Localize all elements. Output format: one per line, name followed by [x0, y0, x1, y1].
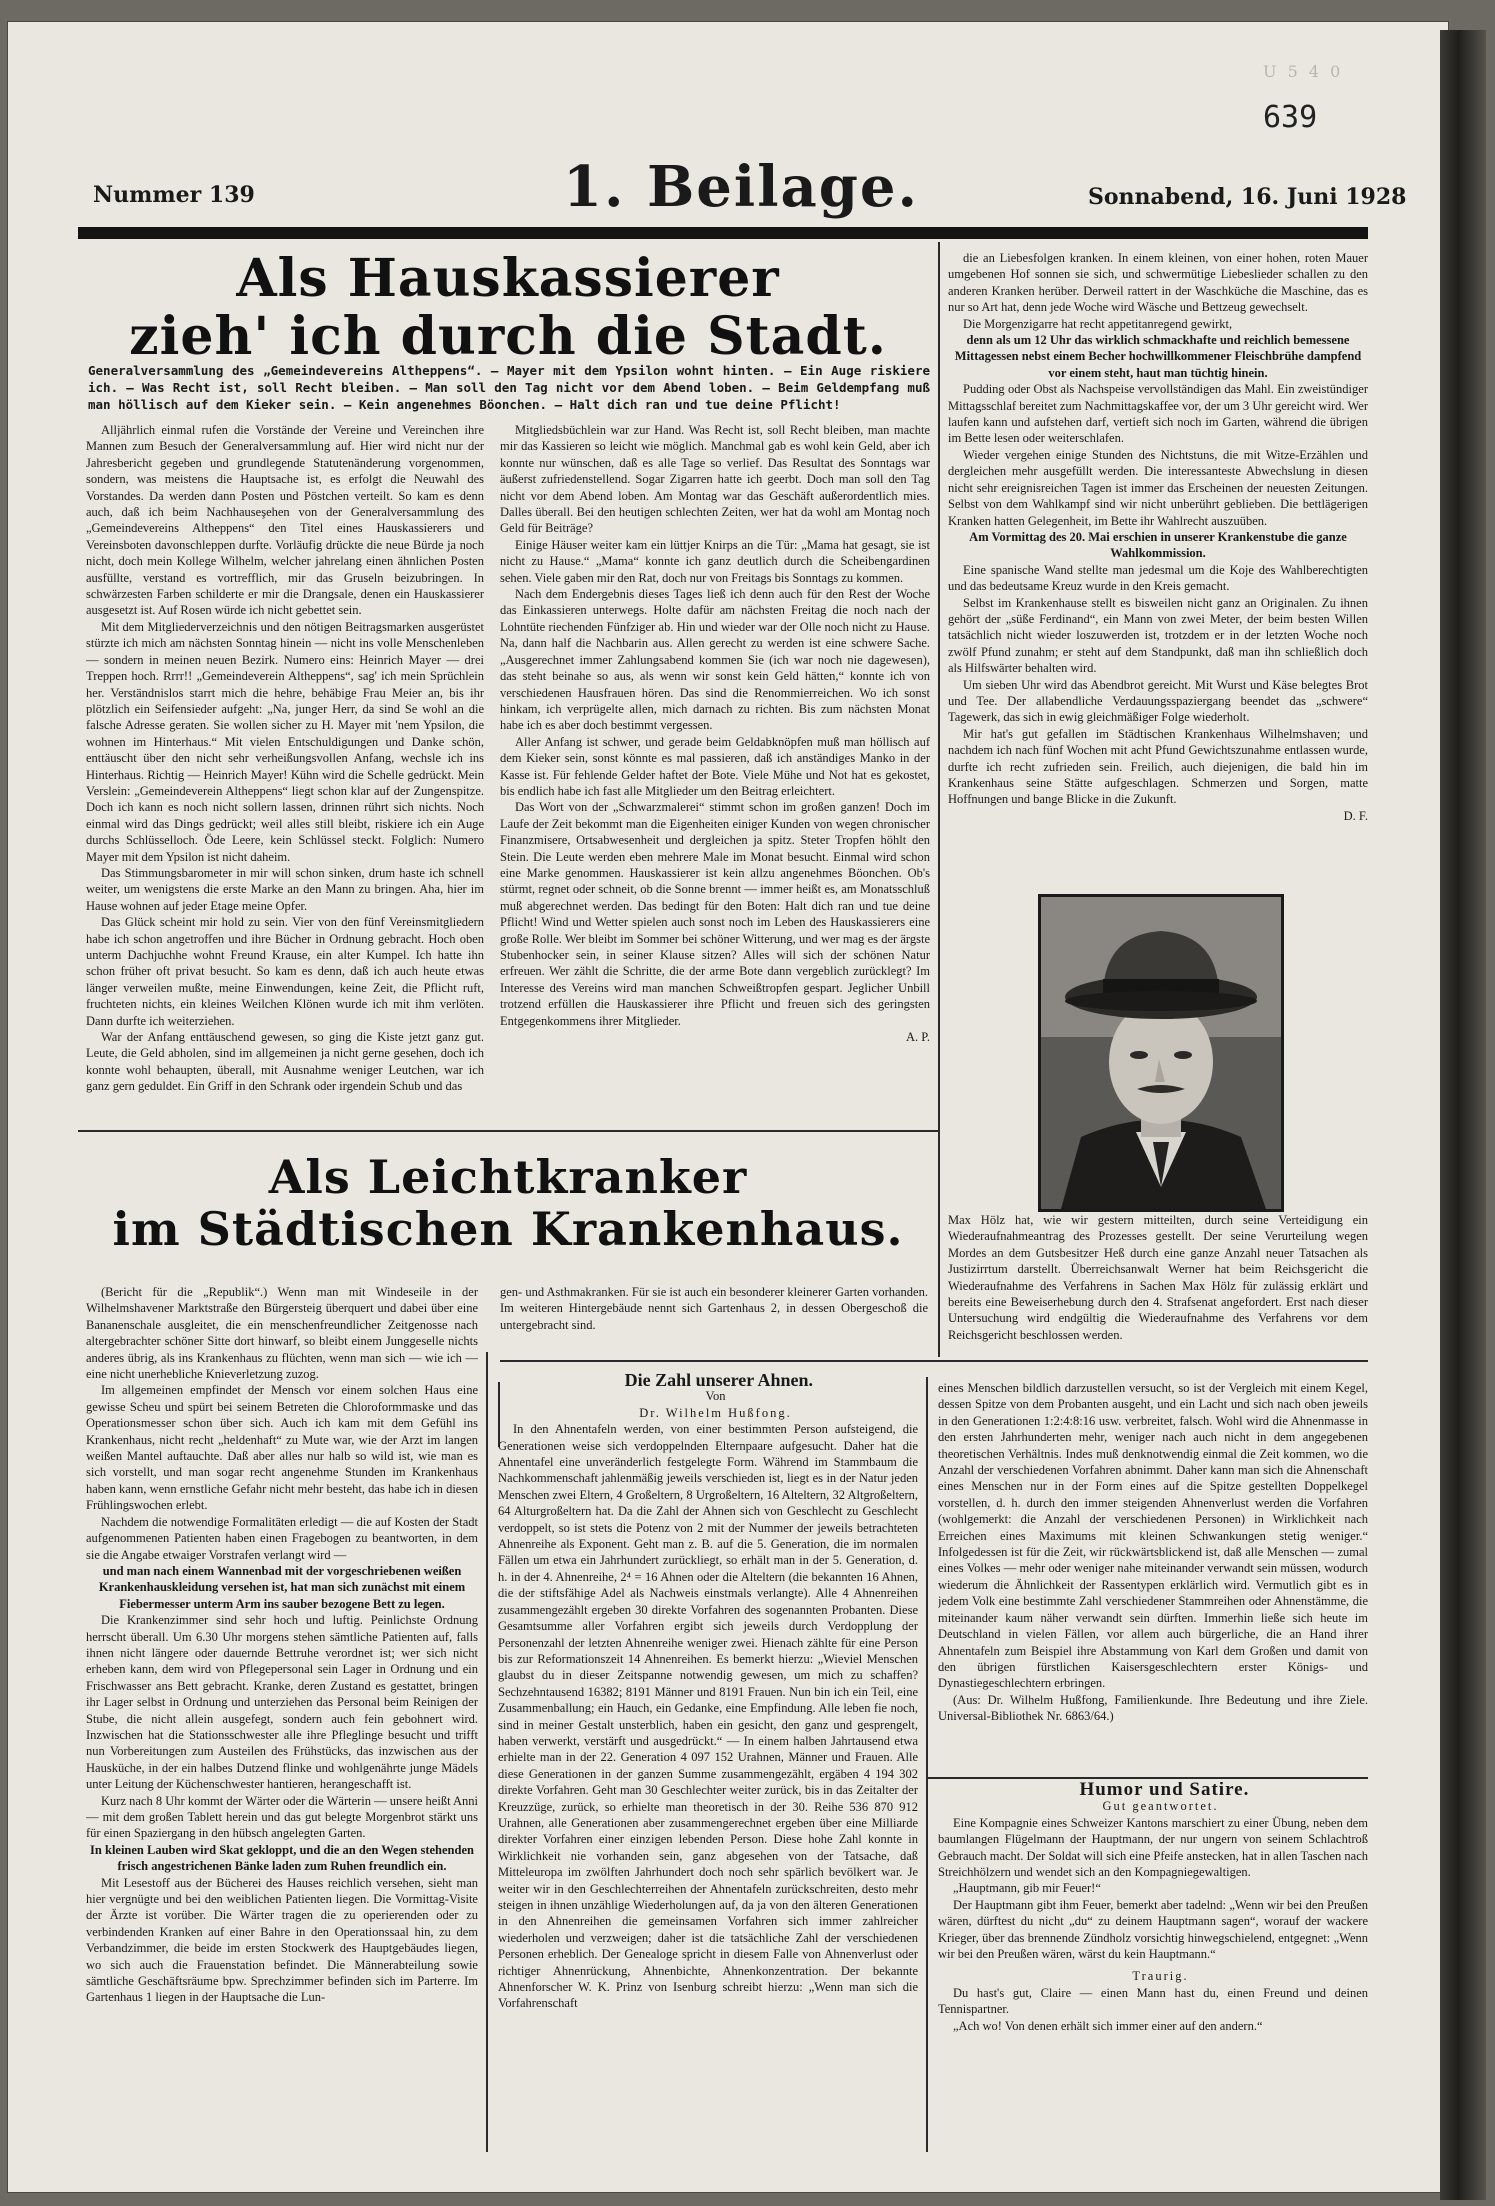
paragraph: Das Stimmungsbarometer in mir will schon sinken, drum haste ich schnell weiter, um wenigstens die erste Marke an den Mann zu bringen. Aha, hier im Hause wohnen auf jeder Etage meine Opfer. — [86, 865, 484, 913]
caption-text: Max Hölz hat, wie wir gestern mitteilten, durch seine Verteidigung ein Wiederaufnahmeantrag des Prozesses gestellt. Der seine Verurteilung wegen Mordes an dem Gutsbesitzer Heß durch eine ganze Anzahl neuer Tatsachen als Justizirrtum darstellt. Überreichsanwalt Werner hat beim Reichsgericht die Wiederaufnahme des Verfahrens in Sachen Max Hölz für zulässig erklärt und bereits eine Beweiserhebung durch den 4. Strafsenat angefordert. Erst nach dieser Untersuchung wird endgültig die Wiederaufnahme des Verfahrens vor dem Reichsgericht beschlossen werden. — [948, 1213, 1368, 1342]
paragraph: „Hauptmann, gib mir Feuer!“ — [953, 1881, 1101, 1896]
bold-note: Am Vormittag des 20. Mai erschien in unserer Krankenstube die ganze Wahlkommission. — [969, 529, 1347, 561]
paragraph: Eine Kompagnie eines Schweizer Kantons marschiert zu einer Übung, neben dem baumlangen Flügelmann der Hauptmann, der nur ungern von seinem Schlachtroß Gebrauch macht. Der Soldat will sich eine Pfeife anstecken, hat in allen Taschen nach Streichhölzern und wendet sich an den Kompagniegewaltigen. — [938, 1815, 1368, 1880]
article1-headline — [88, 250, 928, 366]
paragraph: (Bericht für die „Republik“.) Wenn man mit Windeseile in der Wilhelmshavener Marktstraße den Bürgersteig überquert und dabei über eine Bananenschale ausgleitet, die ein menschenfreundlicher Zeitgenosse nach altergebrachter schöner Sitte dort hinwarf, so bleibt einem Junggeselle nichts anderes übrig, als ins Krankenhaus zu flüchten, wenn man sich — wie ich — eine nicht unerhebliche Knieverletzung zuzog. — [86, 1285, 478, 1382]
column-rule — [938, 242, 940, 1357]
bold-note: In kleinen Lauben wird Skat gekloppt, und die an den Wegen stehenden frisch angestrichenen Bänke laden zum Ruhen freundlich ein. — [90, 1842, 474, 1874]
paragraph: die an Liebesfolgen kranken. In einem kleinen, von einer hohen, roten Mauer umgebenen Hof sonnen sie sich, und schwermütige Liebeslieder schallen zu den anderen Kranken herüber. Derweil rattert in der Waschküche die Maschine, das es nur so Art hat, denn jede Woche wird Wäsche und Bettzeug gewechselt. — [948, 251, 1368, 315]
paragraph: Selbst im Krankenhause stellt es bisweilen nicht ganz an Originalen. Zu ihnen gehört der „süße Ferdinand“, ein Mann von zwei Meter, der beim besten Willen tatsächlich nicht wieder loszuwerden ist, trotzdem er in der letzten Woche noch zwölf Pfund zunahm; er steht auf dem Standpunkt, daß man ihn schließlich doch als Hilfswärter behalten wird. — [948, 595, 1368, 676]
humor-subtitle: Traurig. — [1132, 1969, 1189, 1984]
paragraph: Das Glück scheint mir hold zu sein. Vier von den fünf Vereinsmitgliedern habe ich schon angetroffen und ihre Bücher in Ordnung gebracht. Hoch oben unterm Dachjuchhe wohnt Freund Krause, ein alter Kumpel. Ich hatte ihn schon früher oft privat besucht. So kam es denn, daß ich auch heute etwas länger verweilen mußte, meine Einwendungen, keine Zeit, die Pflicht ruft, fruchteten nichts, ein kleines Weilchen Klönen wurde ich mit ihm verlöten. Dann durfte ich weiterziehen. — [86, 915, 484, 1028]
humor-title: Humor und Satire. — [1079, 1782, 1250, 1800]
page-number: 639 — [1263, 100, 1318, 135]
article1-column-1 — [86, 422, 484, 1127]
newspaper-page — [8, 22, 1448, 2192]
paragraph: Im allgemeinen empfindet der Mensch vor einem solchen Haus eine gewisse Scheu und spürt bei seinem Betreten die Chloroformmaske und das Operationsmesser schon über sich. Auch ich kam mit dem Gefühl ins Krankenhaus, nicht recht „heldenhaft“ zu Mute war, wie der Arzt im langen weißen Mantel auftauchte. Daß aber alles nur halb so wild ist, wie man es sich vorstellt, und man sogar recht angenehme Stunden im Krankenhaus haben kann, wenn ernstliche Gefahr nicht mehr besteht, das habe ich in diesen Frühlingswochen erlebt. — [86, 1383, 478, 1513]
section-rule — [928, 1777, 1368, 1779]
paragraph: Eine spanische Wand stellte man jedesmal um die Koje des Wahlberechtigten und das bedeutsame Kreuz wurde in den Kreis gemacht. — [948, 562, 1368, 594]
header-rule — [78, 227, 1368, 239]
paragraph: Einige Häuser weiter kam ein lüttjer Knirps an die Tür: „Mama hat gesagt, sie ist nicht zu Hause.“ „Mama“ konnte ich ganz deutlich durch die Scheibengardinen sehen. Viele gaben mir den Rat, doch nur von Freitags bis Sonntags zu kommen. — [500, 537, 930, 585]
section-rule — [78, 1130, 938, 1132]
ahnen-column-2 — [938, 1380, 1368, 1775]
article2-headline — [88, 1152, 928, 1255]
bold-note: und man nach einem Wannenbad mit der vorgeschriebenen weißen Krankenhauskleidung versehen ist, hat man sich zunächst mit einem Fiebermesser unterm Arm ins sauber bezogene Bett zu legen. — [98, 1563, 466, 1611]
paragraph: Aller Anfang ist schwer, und gerade beim Geldabknöpfen muß man höllisch auf dem Kieker sein, sonst könnte es mal passieren, daß ich anständiges Manko in der Kasse ist. Für fehlende Gelder haftet der Bote. Viele Mühe und Not hat es gekostet, bis endlich habe ich fast alle Mitglieder um den Beitrag erleichtert. — [500, 734, 930, 798]
portrait-illustration — [1041, 897, 1281, 1209]
article1-signature: A. P. — [906, 1030, 930, 1045]
paragraph: (Aus: Dr. Wilhelm Hußfong, Familienkunde. Ihre Bedeutung und ihre Ziele. Universal-Bibliothek Nr. 6863/64.) — [938, 1692, 1368, 1724]
section-rule — [500, 1360, 1368, 1362]
right-column-text — [948, 250, 1368, 890]
portrait-caption — [948, 1212, 1368, 1352]
paragraph: eines Menschen bildlich darzustellen versucht, so ist der Vergleich mit einem Kegel, dessen Spitze von dem Probanten ausgeht, und ein Lacht und sich nach oben jeweils in den Generationen 1:2:4:8:16 usw. verbreitet, falsch. Wohl wird die Ahnenmasse in den ersten Jahrhunderten mehr, weniger nach auch nicht in dem angegebenen theoretischen Verhältnis. Indes muß denknotwendig einmal die Zeit kommen, wo die Anzahl der verschiedenen Vorfahren abnimmt. Daher kann man sich die Ahnenschaft eines Menschen nur in der Form eines auf die Spitze gestellten Doppelkegel vorstellen, d. h. durch den immer steigenden Ahnenverlust werden die Vorfahren (wohlgemerkt: die Anzahl der verschiedenen Personen) in Wirklichkeit nach Erreichen eines Maximums mit kleinen Schwankungen stetig weniger.“ Infolgedessen ist für die Zeit, wir rückwärtsblickend ist, daß alle Menschen — zumal eines Volkes — mehr oder weniger nahe miteinander verwandt sein müssen, wodurch wiederum die Ähnlichkeit der Rassentypen erklärlich wird. Vermutlich gibt es in jedem Volk eine bestimmte Zahl verschiedener Stammreihen oder Ahnenstämme, die miteinander kaum näher verwandt sein dürften. Immerhin ließe sich heute im Deutschland in vielen Fällen, vor allem auch bürgerliche, die an Hand ihrer Ahnentafeln zum Beispiel ihre Abstammung von Karl dem Großen und damit von den übrigen fürstlichen Kaisersgeschlechtern erster Königs- und Dynastiegeschlechtern erbringen. — [938, 1381, 1368, 1691]
paragraph: Um sieben Uhr wird das Abendbrot gereicht. Mit Wurst und Käse belegtes Brot und Tee. Der allabendliche Verdauungsspaziergang beendet das „schwere“ Tagewerk, das sich in ewig gleichmäßiger Folge wiederholt. — [948, 677, 1368, 725]
humor-section — [938, 1782, 1368, 2177]
headline-line: zieh' ich durch die Stadt. — [129, 306, 887, 368]
portrait-photo — [1038, 894, 1284, 1212]
binding-spine — [1440, 30, 1486, 2200]
article1-column-2 — [500, 422, 930, 1127]
ahnen-byline: Von — [705, 1389, 726, 1404]
headline-line: Als Leichtkranker — [268, 1150, 748, 1204]
paragraph: Die Krankenzimmer sind sehr hoch und luftig. Peinlichste Ordnung herrscht überall. Um 6.30 Uhr morgens stehen sämtliche Patienten auf, falls ihnen nicht längere oder dauernde Bettruhe verordnet ist; wer sich nicht erheben kann, dem wird von Pflegepersonal sein Lager in Ordnung und ein Frischwasser ans Bett gebracht. Kranke, deren Zustand es gestattet, bringen ihr Lager selbst in Ordnung und unterziehen das Personal beim Reinigen der Stube, die nicht allein ausgefegt, sondern auch fein gebohnert wird. Inzwischen hat die Stationsschwester alle ihre Pfleglinge besucht und trifft nun Vorbereitungen zum Austeilen des Frühstücks, das inzwischen aus der Hausküche, in der ein halbes Dutzend flinke und wohlgenährte junge Mädels unter Leitung der Küchenschwester hantieren, herangeschafft ist. — [86, 1613, 478, 1792]
article1-subheads: Generalversammlung des „Gemeindevereins Altheppens“. — Mayer mit dem Ypsilon wohnt hinten. — Ein Auge riskiere ich. — Was Recht ist, soll Recht bleiben. — Man soll den Tag nicht vor dem Abend loben. — Beim Geldempfang muß man höllisch auf dem Kieker sein. — Kein angenehmes Böonchen. — Halt dich ran und tue deine Pflicht! — [88, 363, 930, 412]
paragraph: gen- und Asthmakranken. Für sie ist auch ein besonderer kleinerer Garten vorhanden. Im weiteren Hintergebäude nennt sich Gartenhaus 2, in dessen Obergeschoß die untergebracht sind. — [500, 1285, 928, 1332]
humor-subtitle: Gut geantwortet. — [1102, 1799, 1219, 1814]
article2-column-2 — [500, 1284, 928, 1358]
column-rule — [486, 1352, 488, 2152]
article2-column-1 — [86, 1284, 478, 2179]
paragraph: Nachdem die notwendige Formalitäten erledigt — die auf Kosten der Stadt aufgenommenen Patienten haben einen Fragebogen zu beantworten, in dem sie die Angabe etwaiger Vorstrafen verlangt wird — — [86, 1514, 478, 1562]
paragraph: Der Hauptmann gibt ihm Feuer, bemerkt aber tadelnd: „Wenn wir bei den Preußen wären, dürftest du nicht „du“ zu deinem Hauptmann sagen“, worauf der wackere Krieger, über das brennende Zündholz vorsichtig hinwegschielend, entgegnet: „Wenn wir bei den Preußen wären, wärst du kein Hauptmann.“ — [938, 1897, 1368, 1962]
paragraph: Mitgliedsbüchlein war zur Hand. Was Recht ist, soll Recht bleiben, man machte mir das Kassieren so leicht wie möglich. Manchmal gab es wohl kein Geld, aber ich konnte nur wünschen, daß es alle Tage so verlief. Das Resultat des Sonntags war äußerst zufriedenstellend. Sogar Zigarren hatte ich geerbt. Doch man soll den Tag nicht vor dem Abend loben. Am Montag war das Geschäft außerordentlich mies. Dalles überall. Bei den heutigen schlechten Zeiten, wer hat da wohl am Montag noch Geld für Beiträge? — [500, 423, 930, 536]
headline-line: Als Hauskassierer — [236, 248, 780, 309]
paragraph: Das Wort von der „Schwarzmalerei“ stimmt schon im großen ganzen! Doch im Laufe der Zeit bekommt man die Eigenheiten einiger Kunden von wegen chronischer Finanzmisere, Ortsabwesenheit und dergleichen ja spitz. Steter Tropfen höhlt den Stein. Die Leute werden eben mehrere Male im Monat besucht. Einmal wird schon eine Marke genommen. Hauskassierer ist kein allzu angenehmes Böonchen. Ob's stürmt, regnet oder schneit, ob die Sonne brennt — immer heißt es, am Monatsschluß muß abgerechnet werden. Das bedingt für den Boten: Halt dich ran und tue deine Pflicht! Wind und Wetter spielen auch sonst noch im Leben des Hauskassierers eine große Rolle. Wer bleibt im Sommer bei schöner Witterung, und wer mag es der ärgste Stubenhocker sein, in seiner Klause sitzen? Alles will sich der schönen Natur erfreuen. Wer zählt die Schritte, die der arme Bote dann vergeblich zurücklegt? Im Interesse des Vereins wird man manchen Schweißtropfen gespart. Jeglicher Unbill trotzend erfüllen die Hauskassierer ihre Pflicht und freuen sich des geringsten Entgegenkommens ihrer Mitglieder. — [500, 800, 930, 1028]
bold-note: denn als um 12 Uhr das wirklich schmackhafte und reichlich bemessene Mittagessen nebst einem Becher hochwillkommener Fleischbrühe dampfend vor einem steht, haut man tüchtig hinein. — [954, 333, 1362, 380]
paragraph: Mit Lesestoff aus der Bücherei des Hauses reichlich versehen, sieht man hier vergnügte und bei den weiblichen Patienten liegen. Die Vormittag-Visite der Ärzte ist vorüber. Die Wärter tragen die zu operierenden oder zu verbindenden Kranken auf einer Bahre in den Operationssaal hin, zu dem Verbandzimmer, die beide im ersten Stockwerk des Hauptgebäudes liegen, wo sich auch die Frauenstation befindet. Die Männerabteilung sowie sämtliche Geschäftsräume bpw. Sprechzimmer befinden sich im Parterre. Im Gartenhaus 1 liegen in der Hauptsache die Lun- — [86, 1875, 478, 2005]
supplement-title: 1. Beilage. — [563, 154, 920, 220]
issue-date: Sonnabend, 16. Juni 1928 — [1088, 184, 1407, 210]
paragraph: Alljährlich einmal rufen die Vorstände der Vereine und Vereinchen ihre Mannen zum Besuch der Generalversammlung auf. Hier wird nicht nur der Jahresbericht gegeben und grundlegende Statutenänderung vorgenommen, sondern, was meistens die Hauptsache ist, es erfolgt die Neuwahl des Vorstandes. Da werden dann Posten und Pöstchen verteilt. So kam es denn auch, daß ich beim Nachhauseşehen von der Generalversammlung des „Gemeindevereins Altheppens“ den Titel eines Hauskassierers und Vereinsboten davonschleppen durfte. Vorläufig drückte die neue Bürde ja noch nicht, doch mein Kollege Wilhelm, welcher jahrelang einen ähnlichen Posten ausfüllte, verstand es vortrefflich, mir das Gruseln beizubringen. In schwärzesten Farben schilderte er mir die Drangsale, denen ein Hauskassierer ausgesetzt ist. Auf Rosen würde ich nicht gebettet sein. — [86, 423, 484, 618]
paragraph: „Ach wo! Von denen erhält sich immer einer auf den andern.“ — [953, 2018, 1263, 2033]
ahnen-author: Dr. Wilhelm Hußfong. — [639, 1405, 792, 1420]
ahnen-column-1 — [498, 1372, 918, 2182]
article-signature: D. F. — [1343, 808, 1368, 823]
headline-line: im Städtischen Krankenhaus. — [112, 1201, 904, 1256]
paragraph: Mir hat's gut gefallen im Städtischen Krankenhaus Wilhelmshaven; und nachdem ich nach fünf Wochen mit acht Pfund Gewichtszunahme entlassen wurde, durfte ich recht zufrieden sein. Freilich, auch diejenigen, die bald hin im Krankenhaus seine Stätte aufgeschlagen. Schmerzen und Sorgen, matte Hoffnungen und bange Blicke in die Zukunft. — [948, 726, 1368, 807]
paragraph: Pudding oder Obst als Nachspeise vervollständigen das Mahl. Ein zweistündiger Mittagsschlaf bereitet zum Nachmittagskaffee vor, der um 3 Uhr gereicht wird. Wer laufen kann und aufstehen darf, vertieft sich noch im Garten, während die übrigen im Bette lesen oder weiterschlafen. — [948, 382, 1368, 446]
archive-stamp: U 5 4 0 — [1263, 62, 1344, 81]
issue-number: Nummer 139 — [93, 182, 255, 208]
paragraph: Du hast's gut, Claire — einen Mann hast du, einen Freund und deinen Tennispartner. — [938, 1985, 1368, 2017]
paragraph: War der Anfang enttäuschend gewesen, so ging die Kiste jetzt ganz gut. Leute, die Geld abholen, sind im allgemeinen ja nicht gerne gesehen, doch ich konnte wohl behaupten, überall, mit Ausnahme weniger Leutchen, war ich ganz gern geduldet. Ein Griff in den Schrank oder irgendein Schub und das — [86, 1030, 484, 1094]
paragraph: Wieder vergehen einige Stunden des Nichtstuns, die mit Witze-Erzählen und dergleichen mehr ausgefüllt werden. Die interessanteste Abwechslung in diesen nicht sehr ereignisreichen Tagen ist immer das Erscheinen der neuesten Zeitungen. Selbst von dem Wahlkampf sind wir nicht unberührt geblieben. Die bettlägerigen Kranken hatten Gelegenheit, im Bette ihr Wahlrecht auszuüben. — [948, 447, 1368, 528]
column-rule — [926, 1377, 928, 2152]
paragraph: Die Morgenzigarre hat recht appetitanregend gewirkt, — [963, 316, 1233, 331]
ahnen-title: Die Zahl unserer Ahnen. — [624, 1372, 813, 1390]
paragraph: Nach dem Endergebnis dieses Tages ließ ich denn auch für den Rest der Woche das Einkassieren unterwegs. Holte dafür am nächsten Freitag die noch nach der Lohntüte riechenden Fünfziger ab. Hin und wieder war der Olle noch nicht zu Hause. Na, dann half die Nachbarin aus. Allen gerecht zu werden ist eine schwere Sache. „Ausgerechnet immer Zahlungsabend kommen Sie (ich war noch nie dagewesen), das steht beinahe so aus, als wenn wir sonst kein Geld hätten,“ konnte ich von verschiedenen Hausfrauen hören. Das sind die Renommierreichen. Wo ich sonst hinkam, ich verprügelte allen, mich darnach zu richten. Bis zum nächsten Monat habe ich es aber doch bestimmt vergessen. — [500, 587, 930, 733]
paragraph: Mit dem Mitgliederverzeichnis und den nötigen Beitragsmarken ausgerüstet stürzte ich mich am nächsten Sonntag hinein — nicht ins volle Menschenleben — sondern in meinen neuen Bezirk. Numero eins: Heinrich Mayer — drei Treppen hoch. Rrrr!! „Gemeindeverein Altheppens“, sag' ich mein Sprüchlein her. Verständnislos starrt mich die hehre, behäbige Frau Meier an, bis ihr plötzlich ein Seifensieder aufgeht: „Na, junger Herr, da sind Se wohl an die falsche Adresse geraten. Sie wollen sicher zu H. Mayer mit 'nem Ypsilon, die wohnen im Hinterhaus.“ Mit vielen Entschuldigungen und Danke schön, enttäuscht über den nicht sehr verheißungsvollen Anfang, wechsle ich ins Hinterhaus. Richtig — Heinrich Mayer! Kühn wird die Schelle gedrückt. Mein Verslein: „Gemeindeverein Altheppens“ liegt schon klar auf der Zungenspitze. Doch ich kann es noch nicht sollern lassen, drinnen rührt sich nichts. Noch einmal wird das Dings gedrückt; weil alles still bleibt, riskiere ich ein Auge durchs Schlüsselloch. Öde Leere, kein Schlüssel steckt. Folglich: Numero Mayer mit dem Ypsilon ist nicht daheim. — [86, 619, 484, 864]
paragraph: In den Ahnentafeln werden, von einer bestimmten Person aufsteigend, die Generationen weise sich verdoppelnden Elternpaare aufgesucht. Daher hat die Ahnentafel eine unveränderlich festgelegte Form. Während im Stammbaum die Nachkommenschaft jahlenmäßig jeweils verschieden ist, liegt es in der Natur jeden Menschen zwei Eltern, 4 Großeltern, 8 Urgroßeltern, 16 Alteltern, 32 Altgroßeltern, 64 Alturgroßeltern hat. Da die Zahl der Ahnen sich von Geschlecht zu Geschlecht verdoppelt, so ist stets die Potenz von 2 mit der Nummer der jeweils betrachteten Ahnenreihe als Exponent. Geht man z. B. auf die 5. Generation, die im normalen Fällen um etwa ein Jahrhundert zurückliegt, so erhält man in der 5. Generation, d. h. in der 4. Ahnenreihe, 2⁴ = 16 Ahnen oder die Alteltern (die bekannten 16 Ahnen, die der stiftsfähige Adel als Nachweis einstmals verlangte). Alle 4 Ahnenreihen zusammengezählt ergeben 30 direkte Vorfahren des sogenannten Probanten. Diese Gesamtsumme aller Vorfahren ergibt sich jeweils durch Verdopplung der Personenzahl der letzten Ahnenreihe weniger zwei. Hienach zählte für eine Person bis zur Reformationszeit 14 Ahnenreihen. Es bemerkt hierzu: „Wieviel Menschen glaubst du in dieser Zeitspanne notwendig gewesen, um mich zu schaffen? Sechzehntausend 16382; 8191 Männer und 8191 Frauen. Nun bin ich ein Teil, eine Zusammenballung; ein Hauch, ein Gedanke, eine Empfindung. Alle leben fie noch, sind in meiner Gestalt unsterblich, haben ein gesicht, den ganz und gesprengelt, haben verwerkt, verstärft und ausgedrückt.“ — In einem halben Jahrtausend etwa erhielte man in der 22. Generation 4 097 152 Urahnen, Männer und Frauen. Alle diese Generationen in der ganzen Summe zusammengezählt, ergäben 4 194 302 direkte Vorfahren. Geht man 30 Geschlechter weiter zurück, bis in das Zeitalter der Kreuzzüge, zurück, so erhielte man theoretisch in der 30. Reihe 536 870 912 Urahnen, alle Generationen aber zusammengerechnet ergeben über eine Milliarde direkter Vorfahren einer einzigen lebenden Person. Diese hohe Zahl konnte in Wirklichkeit nie vorhanden sein, ganz abgesehen von der Tatsache, daß Mitteleuropa im zwölften Jahrhundert doch noch sehr spärlich bevölkert war. Je weiter wir in den Geschlechterreihen der Ahnentafeln zurückschreiten, desto mehr steigen in ihnen unzählige Wiederholungen auf, da ja von den älteren Generationen in den Ahnenreihen die gemeinsamen Vorfahren sich immer zahlreicher wiederholen und verzweigen; daher ist die tatsächliche Zahl der verschiedenen Personen erheblich. Der Genealoge spricht in diesem Falle von Ahnenverlust oder richtiger Ahnenrückung, Ahnenbichte, Ahnenkonzentration. Der bekannte Ahnenforscher W. K. Prinz von Isenburg schreibt hierzu: „Wenn man sich die Vorfahrenschaft — [498, 1422, 918, 2011]
paragraph: Kurz nach 8 Uhr kommt der Wärter oder die Wärterin — unsere heißt Anni — mit dem großen Tablett herein und das gut belegte Morgenbrot stärkt uns für einen Spaziergang in den hübsch angelegten Garten. — [86, 1793, 478, 1841]
